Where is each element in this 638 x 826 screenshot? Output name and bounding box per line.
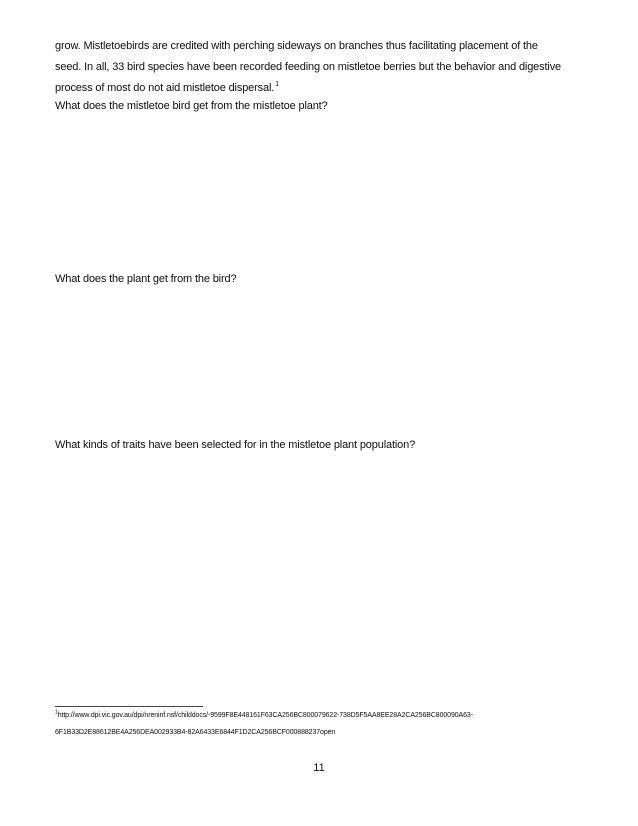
question-1: What does the mistletoe bird get from the mistletoe plant? [55, 100, 328, 112]
footnote-line-2 [55, 729, 335, 736]
footnote-url-part-2[interactable]: 6F1B33D2E88612BE4A256DEA002933B4-82A6433E6844F1D2CA256BCF000888237open [55, 729, 336, 736]
answer-space-3[interactable] [55, 460, 585, 690]
answer-space-1[interactable] [55, 120, 585, 265]
answer-space-2[interactable] [55, 293, 585, 433]
body-paragraph [55, 36, 600, 99]
footnote-reference: 1 [275, 81, 279, 89]
footnote-marker: 1 [55, 709, 58, 716]
paragraph-line-1: grow. Mistletoebirds are credited with perching sideways on branches thus facilitating placement of the [55, 40, 538, 52]
question-2: What does the plant get from the bird? [55, 273, 237, 285]
paragraph-line-2: seed. In all, 33 bird species have been recorded feeding on mistletoe berries but the behavior and digestive [55, 61, 562, 73]
page-number: 11 [313, 762, 325, 774]
footnote-line-1 [55, 709, 473, 719]
question-3: What kinds of traits have been selected for in the mistletoe plant population? [55, 439, 416, 451]
footnote-url-part-1[interactable]: http://www.dpi.vic.gov.au/dpi/nreninf.nsf/childdocs/-9599F8E448161F63CA256BC800079622-738D5F5AA8EE28A2CA256BC800090A63- [57, 712, 473, 719]
footnote-separator [55, 706, 203, 707]
paragraph-line-3 [55, 78, 600, 99]
paragraph-line-3-text: process of most do not aid mistletoe dispersal. [55, 82, 275, 94]
